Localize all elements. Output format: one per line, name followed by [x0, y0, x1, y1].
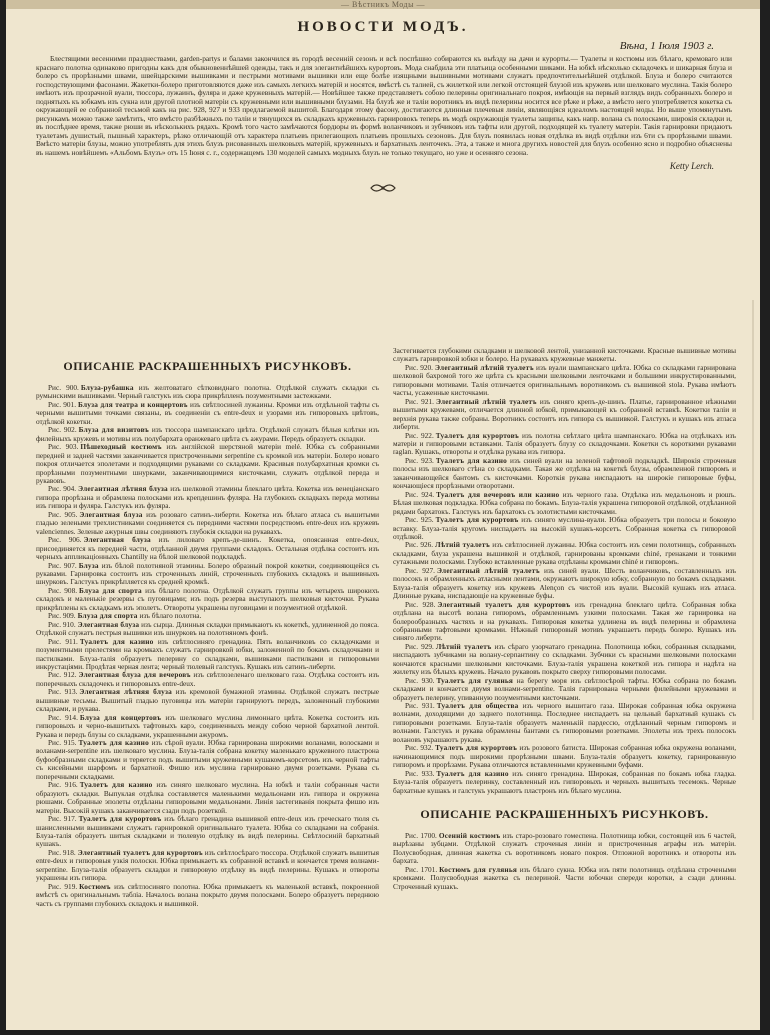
figure-number: Рис. 927.: [405, 565, 435, 575]
figure-number: Рис. 902.: [48, 425, 77, 435]
figure-title: Туалетъ для общества: [436, 701, 519, 711]
figure-title: Туалетъ для курортовъ: [435, 515, 519, 525]
figure-text: изъ синяго шелковаго муслина. На юбкѣ и таліи собранныя части образуютъ складки. Выпуклая отдѣлка составляется маленькими медальонами изъ гипюра и окружена рюшами. Собранные эполеты отдѣланы гипюровыми медальонами. Линія застегиванія покрыта фишю изъ матеріи. Высокій кушакъ заканчивается сзади подъ розеткой.: [36, 780, 379, 815]
figure-title: Лѣтній туалетъ: [435, 540, 490, 550]
figure-number: Рис. 931.: [405, 701, 435, 711]
figure-title: Блуза: [78, 560, 99, 570]
figure-title: Костюмъ для гулянья: [439, 864, 518, 874]
figure-description: [393, 567, 736, 601]
figure-number: Рис. 901.: [48, 399, 77, 409]
figure-title: Элегантная блуза для вечеровъ: [78, 670, 191, 680]
figure-text: изъ англійской шерстяной матеріи melé. Юбка съ собранными передней и задней частями заканчивается пристроченными serpentine съ кромкой изъ матеріи. Болеро новаго покроя отличается эполетами и подходящими рукавами со складками. Красивыя полубархатныя кромки съ прорѣзными позументными шнурками, заканчивающимися кисточками, служатъ отдѣлкой переда и рукавовъ.: [36, 442, 379, 485]
figure-number: Рис. 925.: [405, 515, 434, 525]
figure-description: [36, 443, 379, 485]
figure-text: изъ шелковаго муслина лимоннаго цвѣта. Кокетка состоитъ изъ гипюровыхъ и черно-вышитыхъ тафтовыхъ карэ, соединенныхъ между собою черной бархатной лентой. Рукава и передъ блузы со складками, украшенными ажуромъ.: [36, 712, 379, 739]
figure-text: изъ свѣтлозеленаго шелковаго газа. Отдѣлка состоитъ изъ поперечныхъ складочекъ и гипюровыхъ entre-deux.: [36, 670, 379, 688]
figure-number: Рис. 926.: [405, 540, 434, 550]
figure-description: [36, 587, 379, 612]
figure-text: изъ лиловаго крепъ-де-шинъ. Кокетка, опоясанная entre-deux, присоединяется къ передней части, отдѣланной двумя группами складокъ. Остальная отдѣлка состоитъ изъ черныхъ аппликаціонныхъ Chantilly на бѣлой шелковой подкладкѣ.: [36, 535, 379, 562]
figure-title: Элегантный туалетъ для курортовъ: [437, 599, 571, 609]
figure-text: изъ сѣраго узорчатаго гренадина. Полотнища юбки, собранныя складками, ниспадаютъ зубчиками на волану-серпантину со складками. Зубчики съ красными шелковыми полосками кончаются красными шелковыми кисточками. Блуза-талія украшена кокеткой изъ гипюра и надѣта на жилетку изъ бѣлыхъ кружевъ. Начало рукавовъ покрыто сверху гипюровыми полосами.: [393, 641, 736, 677]
figure-description: [393, 832, 736, 866]
top-strip: [6, 0, 760, 9]
figure-description: [393, 398, 736, 432]
figure-text: изъ синяго гренадина. Широкая, собранная по бокамъ юбка гладка. Блуза-талія образуетъ пелеринку, составленный изъ гипюровыхъ и черныхъ вышитыхъ тесемокъ. Черные бархатные кушакъ и галстукъ украшаютъ пластронъ изъ бѣлаго муслина.: [393, 768, 736, 795]
fleuron-icon: [369, 182, 397, 194]
figure-number: Рис. 904.: [48, 484, 77, 494]
figure-number: Рис. 916.: [48, 780, 78, 790]
figure-title: Туалетъ для казино: [79, 636, 154, 646]
figure-description: [36, 485, 379, 510]
figure-number: Рис. 912.: [48, 670, 77, 680]
figure-text: изъ розоваго сатинъ-либерти. Кокетка изъ бѣлаго атласа съ вышитыми гладью зелеными трехлистниками соединяется съ передними частями посредствомъ entre-deux изъ кружевъ valenciennes. Зеленые ажурныя швы соединяютъ глубокія складки на рукавахъ.: [36, 509, 379, 536]
figure-description: [393, 677, 736, 702]
figure-text: изъ свѣтлосиняго полотна. Юбка примыкаетъ къ маленькой вставкѣ, покроенной вмѣстѣ съ оригинальнымъ табліа. Началось волана покрыто двумя полосками. Болеро образуетъ переднюю часть съ группами глубокихъ складокъ и вышивкой.: [36, 881, 379, 908]
figure-description: [36, 562, 379, 587]
figure-title: Осенній костюмъ: [438, 831, 501, 841]
figure-text: изъ черного вышитаго газа. Широкая собранная юбка окружена волнами, доходящими до заднего полотнища. Последнее ниспадаетъ на цельный бархатный кушакъ съ гипюровыми розетками. Блуза-талія образуетъ маленькій пардессю, отдѣланный черным гипюромъ и волнами. Галстукъ и рукава обрамлены бантами съ гипюровыми розетками. Эполеты изъ трехъ полосокъ волановъ украшаютъ рукава.: [393, 701, 736, 744]
figure-title: Блуза для концертовъ: [79, 712, 162, 722]
dateline: Вѣна, 1 Іюля 1903 г.: [619, 40, 714, 52]
figure-title: Туалетъ для казино: [78, 738, 149, 748]
figure-text: изъ черного газа. Отдѣлка изъ медальоновъ и рюшъ. Бѣлая шелковая подкладка. Юбка собрана по бокамъ. Блуза-талія украшена гипюровой отдѣлкой, отдѣланной рядами бархатокъ. Галстукъ изъ бархатокъ съ золотистыми кисточками.: [393, 489, 736, 516]
figure-description: [36, 536, 379, 561]
figure-text: изъ гренадина блеклаго цвѣта. Собранная юбка отдѣлана на высотѣ волана гипюромъ, обрамленнымъ узкими полосками. Такая же гарнировка на болерообразныхъ частяхъ и на рукавахъ. Гипюровая кокетка удлинена въ видѣ пелерины и обрамлена собранными тафтовыми кромками. Нѣжный гипюровый мотивъ украшаетъ передъ болеро. Кушакъ изъ синяго либерти.: [393, 599, 736, 643]
figure-number: Рис. 917.: [48, 814, 77, 824]
author-signature: Ketty Lerch.: [669, 161, 714, 171]
figure-title: Туалетъ для курортовъ: [435, 743, 518, 753]
figure-description: [393, 364, 736, 398]
figure-text: изъ свѣтлосиняго гренадина. Пять воланчиковъ со складочками и позументными прелестями на кромкахъ служатъ гарнировкой юбки, заложенной по бокамъ складочками и пастилками. Блуза-талія образуетъ пелерину со складками, вышивками пастилками и гипюровыми инкрустаціями. Продѣтая черная лента; черный тюлевый галстукъ. Кушакъ изъ сатинъ-либерти.: [36, 636, 379, 671]
figure-number: Рис. 906.: [48, 535, 82, 545]
figure-title: Элегантная лѣтняя блуза: [78, 484, 168, 494]
running-head: — Вѣстникъ Моды —: [341, 0, 425, 9]
figure-description: [36, 621, 379, 638]
figure-number: Рис. 922.: [405, 430, 434, 440]
figure-title: Блуза для визитовъ: [78, 425, 149, 435]
figure-number: Рис. 905.: [48, 509, 78, 519]
figure-title: Элегантная лѣтняя блуза: [79, 687, 172, 697]
description-heading-2: ОПИСАНІЕ РАСКРАШЕННЫХЪ РИСУНКОВЪ.: [420, 807, 709, 822]
figure-number: Рис. 921.: [405, 396, 434, 406]
figure-description: [36, 714, 379, 739]
figure-title: Элегантный лѣтній туалетъ: [435, 396, 537, 406]
figure-title: Туалетъ для казино: [436, 768, 509, 778]
section-title: НОВОСТИ МОДЪ.: [297, 19, 469, 35]
figure-title: Элегантный лѣтній туалетъ: [435, 362, 534, 372]
figure-number: Рис. 900.: [48, 383, 79, 392]
figure-description: [393, 601, 736, 643]
figure-text: изъ свѣтлосиней лужаины. Юбка состоитъ изъ семи полотнищъ, собранныхъ складками, блуза украшена вышивкой и отдѣлкой, гарнированы кромками chiné, гренаками и тонкими сутажными полосками. Глубоко вставленные рукава отдѣланы кромками chiné и гипюромъ.: [393, 540, 736, 567]
figure-description: [36, 671, 379, 688]
figure-text: изъ розового батиста. Широкая собранная юбка окружена воланами, начинающимися подъ широкими прорѣзными швами. Блуза-талія образуетъ кокетку, гарнированную гипюромъ и прорѣзами. Рукава отличаются вставленными кружевными буфами.: [393, 743, 736, 770]
figure-text: изъ полотна свѣтлаго цвѣта шампанскаго. Юбка на отдѣлкахъ изъ матеріи и гипюровыми вставками. Талія образуетъ блузу со складочками. Кокетки съ короткими рукавами raglan. Кушакъ, отвороты и отдѣлка рукава изъ гипюра.: [393, 430, 736, 457]
figure-text: изъ свѣтлосиней лужаины. Кромки изъ отдѣльной тафты съ черными вышитыми точками связаны, въ соединеніи съ entre-deux и узорами изъ гипюровыхъ цвѣтовъ, отдѣлкой кокетки.: [36, 399, 379, 426]
figure-title: Блуза для театра и концертовъ: [78, 399, 188, 409]
figure-text: изъ свѣтлосѣраго тюссора. Отдѣлкой служатъ вышитыя entre-deux и гипюровыя узкія полоски. Юбка примыкаетъ къ собранной вставкѣ и кончается тремя волнами-serpentine. Блуза-талія образуетъ складки и гипюровую отдѣлку въ видѣ пелерины. Кушакъ и отвороты украшены изъ гипюра.: [36, 847, 379, 883]
figure-description: [36, 883, 379, 908]
figure-title: Туалетъ для вечеровъ или казино: [436, 489, 560, 499]
figure-description: [393, 643, 736, 677]
figure-text: изъ синей вуали на зеленой тафтовой подкладкѣ. Широкія строченыя полосы изъ шелковаго стѣна со складками. Такая же отдѣлка на кокеткѣ блузы, обрамленной гипюромъ и заканчивающейся бантомъ съ кисточками. Короткія рукава ниспадаютъ на широкіе гипюровые буфы, кончающіеся прорѣзными отворотами.: [393, 455, 736, 491]
figure-number: Рис. 909.: [48, 611, 76, 621]
figure-number: Рис. 907.: [48, 560, 77, 570]
figure-number: Рис. 924.: [405, 489, 435, 499]
figure-title: Туалетъ для казино: [435, 455, 507, 465]
figure-text: изъ бѣлаго гренадина вышивкой entre-deux изъ греческаго тюля съ шанисленными вышивками служатъ гарнировкой оригинальнаго туалета. Юбка со складками на собранія. Блуза-талія образуетъ шитыя складками и тюлевую отдѣлку въ видѣ пелерины. Свѣтлосиній бархатный кушакъ.: [36, 814, 379, 849]
figure-description: [393, 702, 736, 744]
figure-text: изъ бѣлой полотняной этамины. Болеро образный покрой кокетки, соединяющейся съ рукавами. Гарнировка состоитъ изъ строченныхъ линій, строченныхъ глубокихъ складокъ и вышивныхъ шнурковъ. Галстукъ прикрѣпляется къ средней кромкѣ.: [36, 560, 379, 587]
figure-number: Рис. 919.: [48, 881, 78, 891]
figure-text: изъ бѣлаго полотна. Отдѣлкой служатъ группы изъ четырехъ широкихъ складокъ и маленькіе резервы съ пуговицами; изъ подъ резерва выступаютъ шелковыя кисточки. Рукава прикрѣплены къ складкамъ изъ эполетъ. Отвороты украшены пуговицами и позументной отдѣлкой.: [36, 585, 379, 612]
figure-description: [393, 541, 736, 566]
figure-number: Рис. 933.: [405, 768, 435, 778]
figure-number: Рис. 913.: [48, 687, 78, 697]
journal-page: [6, 0, 760, 1030]
figure-number: Рис. 928.: [405, 599, 436, 609]
figure-number: Рис. 929.: [405, 641, 434, 651]
figure-description: [393, 491, 736, 516]
figure-text: изъ синяго муслина-вуали. Юбка образуетъ три полосы и боковую вставку. Блуза-талія кругомъ ниспадаетъ на высокій кушакъ-корсетъ. Собранная кокетка съ гипюровой отдѣлкой.: [393, 515, 736, 541]
figure-title: Лѣтній туалетъ: [435, 641, 492, 651]
figure-description: [393, 866, 736, 891]
figure-text: изъ синей вуали. Шесть воланчиковъ, составленныхъ изъ полосокъ и обрамленныхъ атласными лентами, окружаютъ широкую юбку, собранную по бокамъ складками. Блуза-талія образуетъ кокетку изъ кружевъ Alençon съ чистой изъ вуали. Высокій кушакъ изъ атласа. Длинные рукава, ниспадающіе на кружевные буфы.: [393, 565, 736, 601]
figure-description: [393, 457, 736, 491]
figure-title: Пѣшеходный костюмъ: [80, 442, 162, 452]
continuation-text: Застегивается глубокими складками и шелковой лентой, унизанной кисточками. Красные вышивные мотивы служатъ гарнировкой юбки и болеро. На рукавахъ кружевные манжеты.: [393, 347, 736, 364]
figure-title: Блуза для спорта: [77, 611, 138, 621]
figure-text: изъ старо-розоваго гомеспена. Полотнища юбки, состоящей изъ 6 частей, вырѣзаны зубцами. Отдѣлкой служатъ строченыя линіи и пристроченныя аграфы изъ матеріи. Полусвободная, длинная жакетка съ воротникомъ новаго покроя. Отложной воротникъ и отвороты изъ бархата.: [393, 831, 736, 866]
figure-text: изъ синяго крепъ-де-шинъ. Платье, гарнированное нѣжными вышитыми кружевами, отличается длинной юбкой, примыкающей къ собранной вставкѣ. Кокетки таліи и верхнія рукава также собраны. Воротникъ состоитъ изъ гипюра съ вышивкой. Галстукъ и кушакъ изъ атласа либерти.: [393, 396, 736, 432]
figure-description: [36, 688, 379, 713]
paper-crease: [752, 300, 754, 720]
figure-description: [36, 511, 379, 536]
figure-description: [36, 426, 379, 443]
left-column: [36, 347, 379, 1023]
columns: [36, 347, 736, 1023]
figure-title: Блуза для спорта: [79, 585, 142, 595]
figure-title: Туалетъ для курортовъ: [78, 814, 162, 824]
figure-title: Туалетъ для гулянья: [436, 675, 514, 685]
figure-number: Рис. 923.: [405, 455, 434, 465]
figure-number: Рис. 930.: [405, 675, 435, 685]
figure-number: Рис. 911.: [48, 636, 78, 646]
description-heading: ОПИСАНІЕ РАСКРАШЕННЫХЪ РИСУНКОВЪ.: [63, 359, 352, 373]
figure-description: [36, 781, 379, 815]
figure-number: Рис. 914.: [48, 712, 78, 722]
figure-text: изъ тюссора шампанскаго цвѣта. Отдѣлкой служатъ бѣлыя клѣтки изъ филейныхъ кружевъ и мотивы изъ полубархата оранжеваго цвѣта съ ажурами. Передъ образуетъ складки.: [36, 425, 379, 443]
figure-text: изъ кремовой бумажной этамины. Отдѣлкой служатъ пестрые вышивные тесьмы. Вышитый гладью пуговицы изъ матеріи гарнируютъ передъ, заложенный глубокими складками, и рукава.: [36, 687, 379, 714]
figure-number: Рис. 920.: [405, 362, 433, 372]
figure-number: Рис. 908.: [48, 585, 78, 595]
right-column: [393, 347, 736, 1023]
figure-description: [36, 815, 379, 849]
lead-article: Блестящими весенними празднествами, garden-partys и балами закончился въ городѣ весенній сезонъ и всѣ поспѣшно собираются къ выѣзду на дачи и курорты.— Туалеты и костюмы изъ бѣлаго, кремоваго или краснаго полотна одинаково пригодны какъ для обыкновеннѣйшей одежды, такъ и для элегантнѣйшихъ курортовъ. Мода снабдила эти платьица особенными шиками. На юбкѣ нѣсколько складочекъ и шикарная блуза и болеро съ прорѣзными швами, швейцарскими вышивками и пестрыми мотивами вышивки или еще болѣе изящными вышивными мотивами служатъ предпочтительнѣйшей отдѣлкой. Блуза и болеро считаются господствующими фасонами. Жакетки-болеро приготовляются даже изъ самыхъ легкихъ матерій и носятся, вмѣстѣ съ талией, съ жилеткой или легкой отстоящей блузой изъ кружевъ или шелковаго муслина. Такія болеро имѣютъ изъ прозрачной вуали, тюссора, лужаинъ, фуляра и даже кружевныхъ матерій.— Новѣйшее также представляетъ собою пелерины оригинальнаго покроя, имѣющія на первый взглядъ видъ собранныхъ болеро и поднятыхъ къ юбкамъ изъ сукна или другой плотной матеріи съ кружевными или вышивными блузами. На блузѣ же и таліи воротникъ въ видѣ пелерины носится все рѣже и рѣже, а вмѣсто него употребляется кокетка съ окружающей ее собранной тесьмой какъ на рис. 928, 927 и 933 предлагаемой вышитой. Благодаря этому фасону, достигаются длинныя плечевыя линіи, являющіяся идеаломъ настоящей моды. Но выше упомянутымъ рисункамъ можно также замѣтить, что вмѣсто разбѣжныхъ по таліи и тянущихся въ складкахъ кружевныхъ гарнировокъ теперь въ модѣ окружающія туалеты защипы, какъ напр. волана съ полосками, широкія складки и, въ послѣднее время, также рюши въ нѣсколькихъ рядахъ. Кромѣ того часто замѣчаются бордюры въ формѣ воланчиковъ и зубчиковъ изъ тафты или другой, подходящей къ туалету матеріи. Такія гарнировки придаютъ туалетамъ душистый, пышный характеръ, рѣзко отличающій отъ характера платьевъ прилегающихъ платьевъ прошлыхъ сезоновъ. Для блузъ появилась новая отдѣлка въ видѣ отдѣлки изъ 6ти съ прорѣзными швами. Вмѣсто матеріи блузы, можно употреблять для этихъ блузъ рисованныхъ шелковыхъ матерій, кружевныхъ и бархатныхъ ленточекъ. Эта, а также и многа другихъ новостей для блузъ особенно ясно и подробно объяснены въ нашемъ новѣйшемъ «Альбомъ Блузъ» отъ 15 Іюня с. г., содержащемъ 130 моделей самыхъ модныхъ блузъ не только текущаго, но уже и осенняго сезона.: [36, 54, 732, 157]
figure-description: [36, 384, 379, 401]
figure-description: [36, 401, 379, 426]
figure-number: Рис. 1700.: [405, 831, 437, 841]
figure-description: [393, 432, 736, 457]
figure-description: [36, 638, 379, 672]
figure-text: изъ бѣлаго полотна.: [139, 611, 202, 621]
figure-title: Элегантный лѣтній туалетъ: [436, 565, 540, 575]
figure-title: Блуза-рубашка: [80, 383, 134, 392]
figure-number: Рис. 915.: [48, 738, 77, 748]
figure-text: изъ сырца. Длинныя складки примыкаютъ къ кокеткѣ, удлиненной до пояса. Отдѣлкой служатъ пестрыя вышивки изъ шнурковъ на полотняномъ фонѣ.: [36, 619, 379, 638]
figure-text: изъ бѣлаго сукна. Юбка изъ пяти полотнищъ отдѣлана строчеными кромками. Полусвободная жакетка съ пелериной. Части юбочки спереди коротки, а сзади длинны. Строченный кушакъ.: [393, 864, 736, 891]
ornament-divider: [6, 181, 760, 195]
figure-title: Туалетъ для курортовъ: [435, 430, 519, 440]
figure-text: изъ желтоватаго сѣтковиднаго полотна. Отдѣлкой служатъ складки съ румынскими вышивками. Черный галстукъ изъ сюра прикрѣпленъ позументными застежками.: [36, 383, 379, 401]
figure-number: Рис. 918.: [48, 847, 76, 857]
figure-description: [36, 849, 379, 883]
figure-text: изъ вуали шампанскаго цвѣта. Юбка со складками гарнирована шелковой бахромой того же цвѣта съ красными шелковыми ленточками и большими инкрустированными, гипюровыми мотивами. Талія отличается оригинальнымъ воротникомъ съ вышивкой stola. Рукава имѣютъ часты, усаженные кисточками.: [393, 362, 736, 398]
figure-title: Элегантный туалетъ для курортовъ: [77, 847, 203, 857]
figure-description: [393, 770, 736, 795]
figure-number: Рис. 1701.: [405, 864, 438, 874]
figure-text: изъ сѣрой вуали. Юбка гарнирована широкими воланами, волосками и воланами-serpentine изъ шелковаго муслина. Блуза-талія собрана кокетку маленькаго кружевного пластрона буфообразными складками и теряется подъ вышитыми кружевными кушакомъ-корсетомъ изъ черной тафты съ кисейными шарфомъ и бархатной. Фишю изъ муслина гарнировано двумя розетками. Рукава съ поперечными складками.: [36, 738, 379, 781]
figure-text: изъ шелковой этамины блеклаго цвѣта. Кокетка изъ венеціанскаго гипюра прорѣзана и обрамлена полосками изъ крепдешинъ фуляра. На глубокихъ складкахъ переда мотивы изъ гипюра и фуляра. Галстукъ изъ фуляра.: [36, 484, 379, 511]
figure-text: на берегу моря изъ свѣтлосѣрой тафты. Юбка собрана по бокамъ складками и кончается двумя волнами-serpentine. Талія гарнирована черными филейными кружевами и образуетъ пелерину, упиванную позументными кисточками.: [393, 675, 736, 702]
figure-description: [36, 739, 379, 781]
figure-description: [393, 516, 736, 541]
figure-title: Элегантная блуза: [77, 619, 140, 629]
figure-title: Элегантная блуза: [83, 535, 151, 545]
figure-title: Туалетъ для казино: [79, 780, 153, 790]
figure-number: Рис. 903.: [48, 442, 79, 452]
figure-title: Костюмъ: [79, 881, 111, 891]
figure-number: Рис. 910.: [48, 619, 76, 629]
figure-title: Элегантная блуза: [79, 509, 143, 519]
figure-number: Рис. 932.: [405, 743, 434, 753]
figure-description: [393, 744, 736, 769]
